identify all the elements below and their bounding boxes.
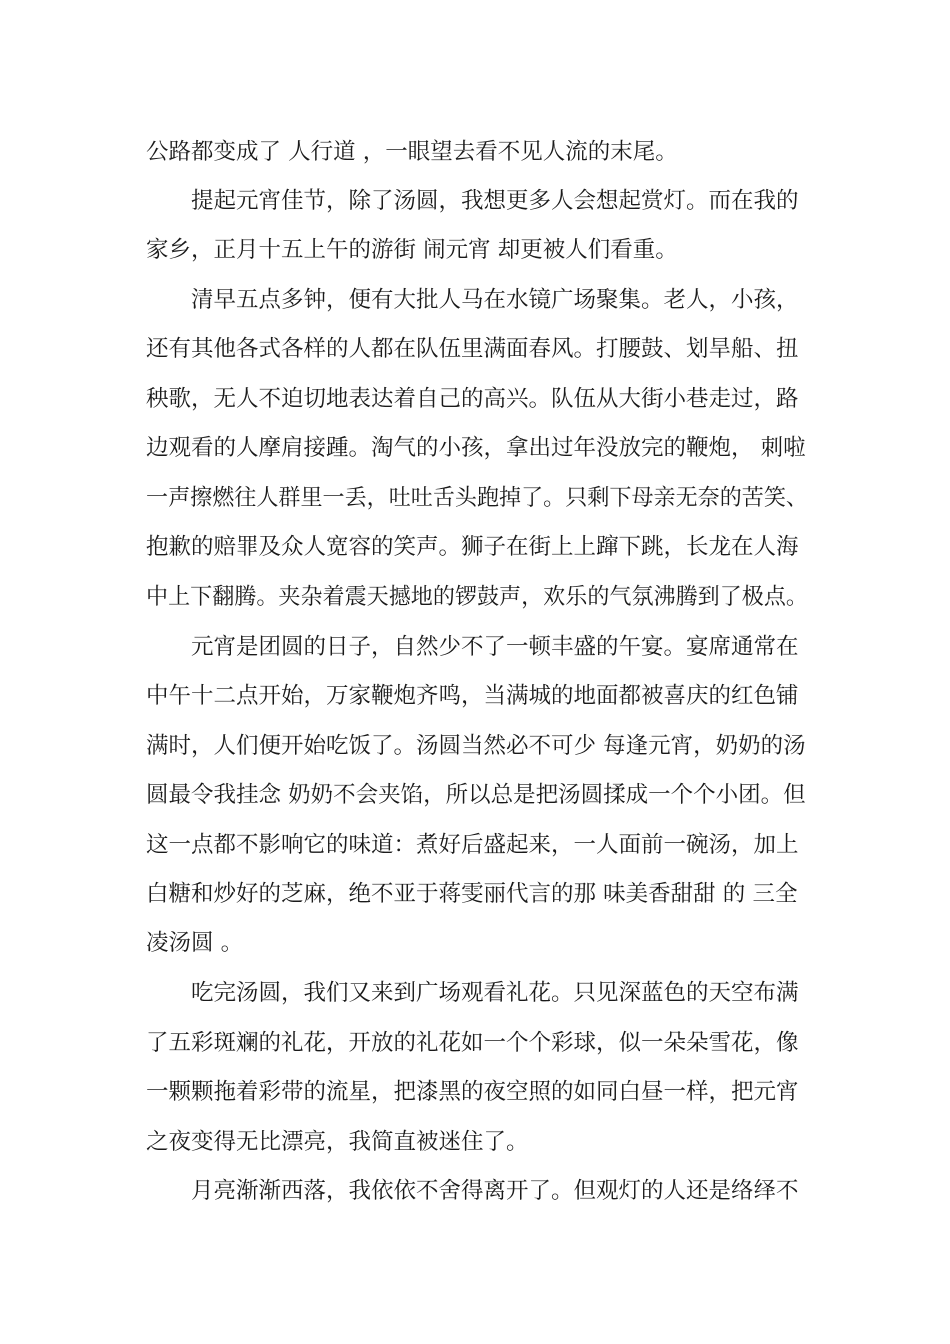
text-line: 秧歌，无人不迫切地表达着自己的高兴。队伍从大街小巷走过，路 (146, 386, 799, 412)
paragraph-first-line: 提起元宵佳节，除了汤圆，我想更多人会想起赏灯。而在我的 (191, 188, 799, 214)
text-line: 白糖和炒好的芝麻，绝不亚于蒋雯丽代言的那 味美香甜甜 的 三全 (146, 881, 798, 907)
text-line: 凌汤圆 。 (146, 930, 244, 956)
text-line: 抱歉的赔罪及众人宽容的笑声。狮子在街上上蹿下跳，长龙在人海 (146, 534, 799, 560)
text-line: 中上下翻腾。夹杂着震天撼地的锣鼓声，欢乐的气氛沸腾到了极点。 (146, 584, 808, 610)
paragraph-first-line: 月亮渐渐西落，我依依不舍得离开了。但观灯的人还是络绎不 (191, 1178, 799, 1204)
paragraph-first-line: 吃完汤圆，我们又来到广场观看礼花。只见深蓝色的天空布满 (191, 980, 799, 1006)
text-line: 圆最令我挂念 奶奶不会夹馅，所以总是把汤圆揉成一个个小团。但 (146, 782, 806, 808)
text-line: 公路都变成了 人行道 ，一眼望去看不见人流的末尾。 (146, 139, 678, 165)
text-line: 边观看的人摩肩接踵。淘气的小孩，拿出过年没放完的鞭炮， 刺啦 (146, 435, 806, 461)
paragraph-first-line: 清早五点多钟，便有大批人马在水镜广场聚集。老人，小孩， (191, 287, 799, 313)
text-line: 中午十二点开始，万家鞭炮齐鸣，当满城的地面都被喜庆的红色铺 (146, 683, 799, 709)
paragraph-first-line: 元宵是团圆的日子，自然少不了一顿丰盛的午宴。宴席通常在 (191, 634, 799, 660)
text-line: 之夜变得无比漂亮，我简直被迷住了。 (146, 1129, 529, 1155)
text-line: 一声擦燃往人群里一丢，吐吐舌头跑掉了。只剩下母亲无奈的苦笑、 (146, 485, 808, 511)
text-line: 这一点都不影响它的味道：煮好后盛起来，一人面前一碗汤，加上 (146, 832, 799, 858)
text-line: 一颗颗拖着彩带的流星，把漆黑的夜空照的如同白昼一样，把元宵 (146, 1079, 799, 1105)
text-line: 还有其他各式各样的人都在队伍里满面春风。打腰鼓、划旱船、扭 (146, 336, 799, 362)
text-line: 满时，人们便开始吃饭了。汤圆当然必不可少 每逢元宵，奶奶的汤 (146, 733, 806, 759)
text-line: 家乡，正月十五上午的游街 闹元宵 却更被人们看重。 (146, 237, 678, 263)
text-line: 了五彩斑斓的礼花，开放的礼花如一个个彩球，似一朵朵雪花，像 (146, 1030, 799, 1056)
